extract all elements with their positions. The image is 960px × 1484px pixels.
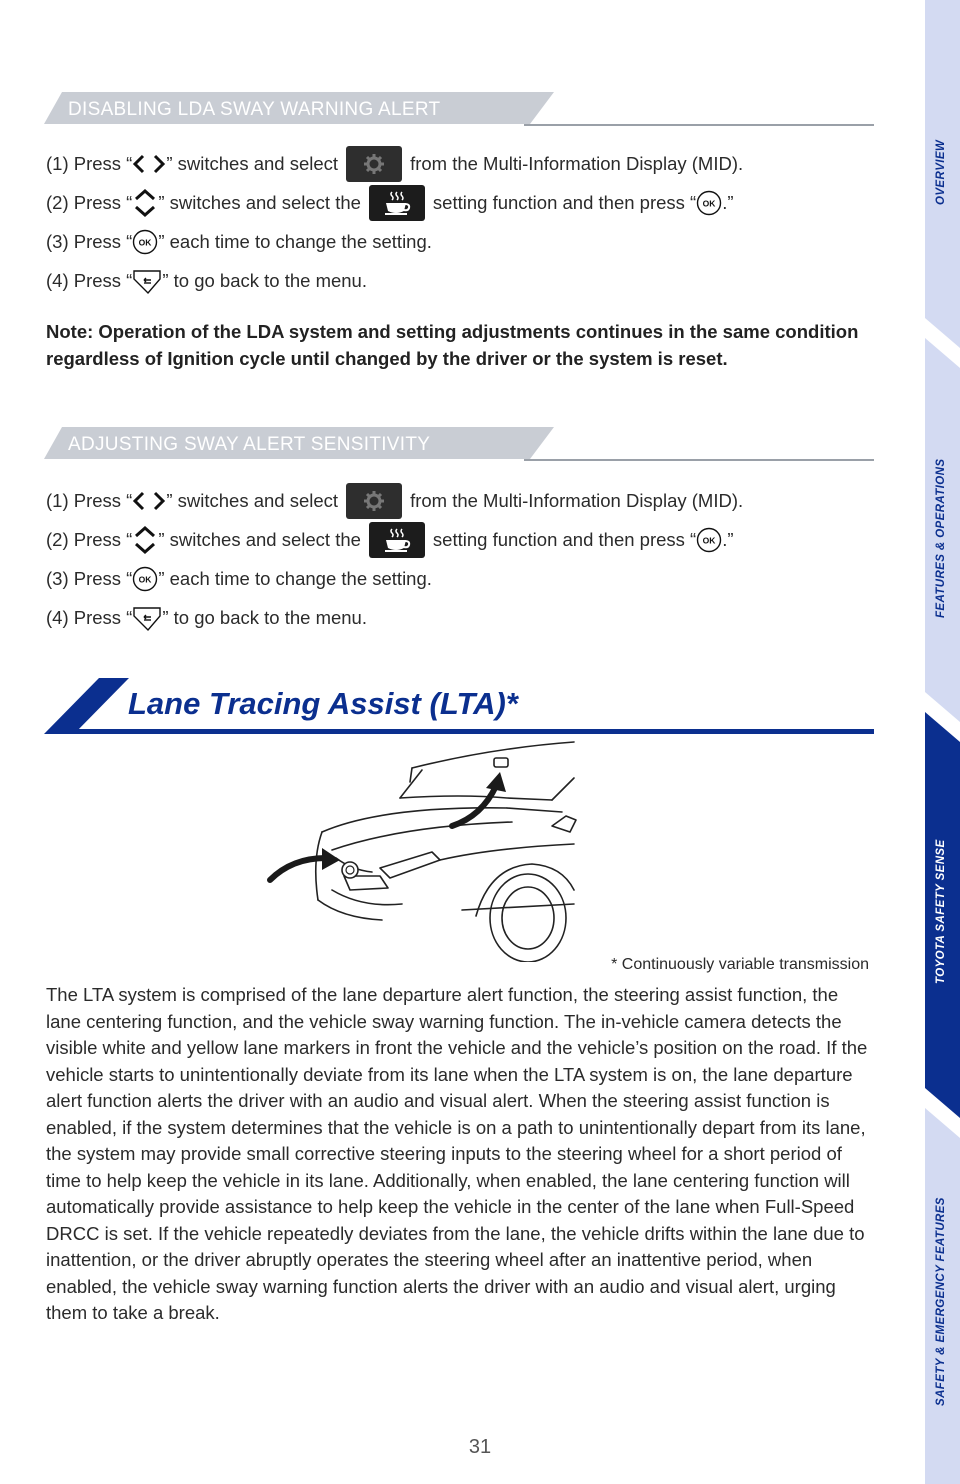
section-header-adjusting: [44, 427, 874, 461]
step-text: (2) Press “: [46, 191, 133, 213]
steps-disabling: [46, 144, 876, 300]
heading-rule: [74, 729, 874, 734]
step-text: (4) Press “: [46, 269, 133, 291]
car-line-drawing: [262, 740, 582, 962]
sidebar-tab-overview[interactable]: OVERVIEW: [935, 139, 947, 205]
step-text: from the Multi-Information Display (MID).: [410, 489, 744, 511]
sidebar-tab-features-operations[interactable]: FEATURES & OPERATIONS: [935, 458, 947, 618]
step-1: [46, 481, 876, 520]
ok-label: OK: [138, 237, 152, 247]
step-text: ” each time to change the setting.: [158, 567, 432, 589]
step-4: [46, 598, 876, 637]
coffee-cup-icon: [369, 522, 425, 558]
up-down-arrows-icon: [132, 188, 158, 218]
sidebar-tab-toyota-safety-sense[interactable]: TOYOTA SAFETY SENSE: [935, 839, 947, 984]
step-text: ” switches and select: [166, 489, 339, 511]
note-text: Note: Operation of the LDA system and setting adjustments continues in the same condition regardless of Ignition cycle until changed by the driver or the system is reset.: [46, 321, 859, 369]
step-text: (4) Press “: [46, 606, 133, 628]
step-3: [46, 559, 876, 598]
step-text: (3) Press “: [46, 230, 133, 252]
section-heading: ADJUSTING SWAY ALERT SENSITIVITY: [68, 434, 431, 455]
lta-description: The LTA system is comprised of the lane departure alert function, the steering assist function, the lane centering function, and the vehicle sway warning function. The in-vehicle camera detects the visible white and yellow lane markers in front the vehicle and the vehicle’s position on the road. If the vehicle starts to unintentionally deviate from its lane when the LTA system is on, the lane departure alert function alerts the driver with an audio and visual alert. When the steering assist function is enabled, if the system determines that the vehicle is on a path to unintentionally depart from its lane, the system may provide small corrective steering inputs to the steering wheel for a short period of time to help keep the vehicle in its lane. Additionally, when enabled, the lane centering function will automatically provide assistance to help keep the vehicle in the center of the lane when Full-Speed DRCC is set. If the vehicle repeatedly deviates from the lane, the vehicle drifts within the lane due to inattention, or the driver abruptly operates the steering wheel after an inattentive period, when enabled, the vehicle sway warning function alerts the driver with an audio and visual alert, urging them to take a break.: [46, 984, 868, 1323]
steps-adjusting: [46, 481, 876, 637]
footnote: * Continuously variable transmission: [611, 956, 869, 973]
ok-label: OK: [702, 198, 716, 208]
step-text: from the Multi-Information Display (MID).: [410, 152, 744, 174]
back-button-icon: [132, 604, 162, 632]
step-1: [46, 144, 876, 183]
step-text: (2) Press “: [46, 528, 133, 550]
lta-title: Lane Tracing Assist (LTA)*: [128, 686, 518, 721]
step-text: setting function and then press “: [432, 528, 697, 550]
settings-gear-icon: [346, 483, 402, 519]
step-2: [46, 520, 876, 559]
step-text: setting function and then press “: [432, 191, 697, 213]
step-text: ” switches and select the: [158, 191, 361, 213]
ok-button-icon: [696, 190, 722, 216]
step-2: [46, 183, 876, 222]
step-text: ” each time to change the setting.: [158, 230, 432, 252]
section-rule: [524, 459, 874, 461]
left-right-arrows-icon: [132, 490, 166, 512]
step-text: ” switches and select: [166, 152, 339, 174]
car-camera-illustration: [262, 740, 582, 962]
step-text: (3) Press “: [46, 567, 133, 589]
back-button-icon: [132, 267, 162, 295]
lta-heading: [44, 678, 874, 734]
ok-button-icon: [696, 527, 722, 553]
chapter-sidebar: [925, 0, 960, 1484]
ok-button-icon: [132, 566, 158, 592]
ok-label: OK: [702, 535, 716, 545]
heading-accent: [44, 678, 129, 734]
left-right-arrows-icon: [132, 153, 166, 175]
ok-label: OK: [138, 574, 152, 584]
coffee-cup-icon: [369, 185, 425, 221]
step-text: .”: [722, 191, 734, 213]
step-text: ” to go back to the menu.: [162, 606, 367, 628]
page-number: 31: [468, 1436, 492, 1458]
up-down-arrows-icon: [132, 525, 158, 555]
step-3: [46, 222, 876, 261]
step-4: [46, 261, 876, 300]
step-text: .”: [722, 528, 734, 550]
step-text: ” to go back to the menu.: [162, 269, 367, 291]
step-text: ” switches and select the: [158, 528, 361, 550]
step-text: (1) Press “: [46, 152, 133, 174]
section-header-disabling: [44, 92, 874, 126]
section-heading: DISABLING LDA SWAY WARNING ALERT: [68, 99, 441, 120]
ok-button-icon: [132, 229, 158, 255]
step-text: (1) Press “: [46, 489, 133, 511]
sidebar-tab-safety-emergency[interactable]: SAFETY & EMERGENCY FEATURES: [935, 1197, 947, 1406]
settings-gear-icon: [346, 146, 402, 182]
section-rule: [524, 124, 874, 126]
